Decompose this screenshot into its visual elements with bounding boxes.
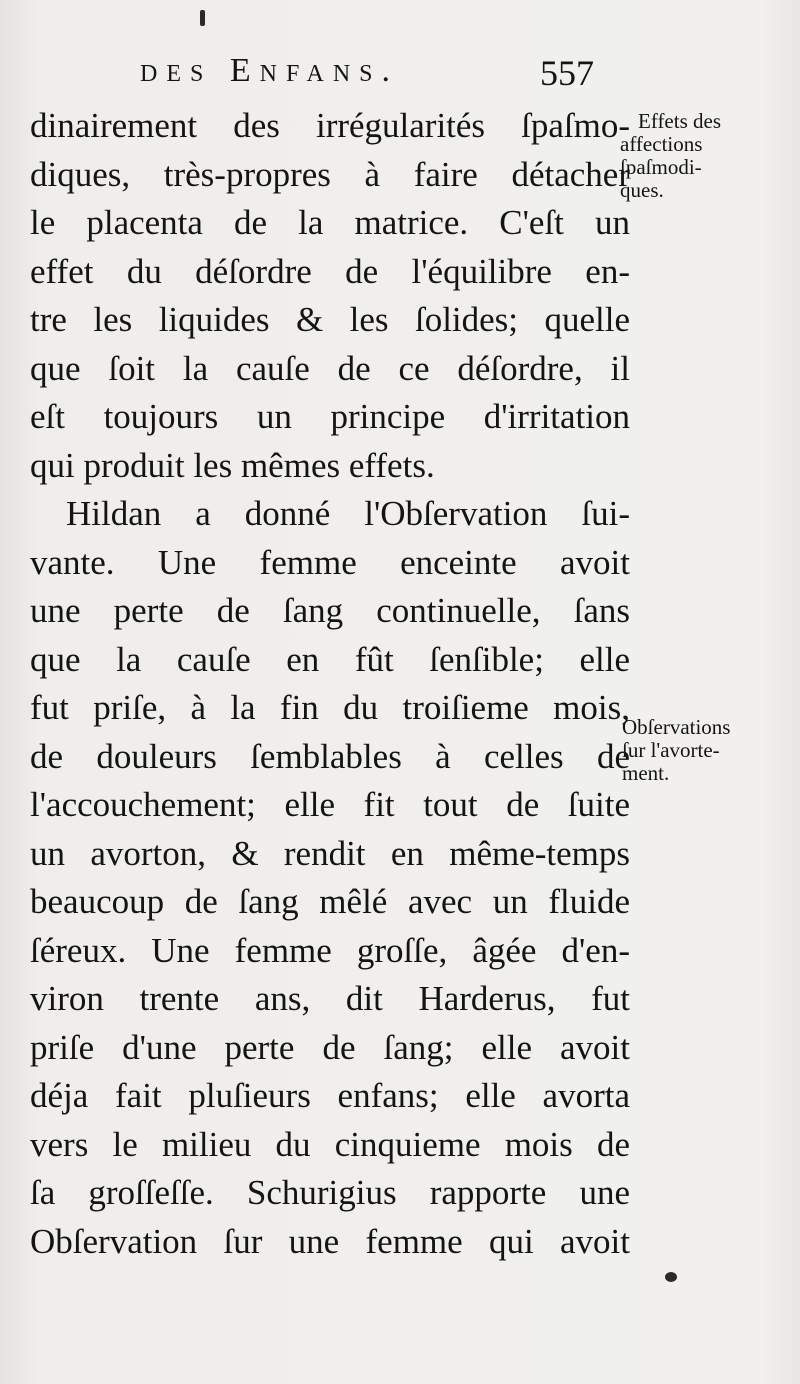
text-line: effet du déſordre de l'équilibre en- (30, 251, 630, 291)
margin-note-line: ſur l'avorte- (622, 738, 720, 762)
text-line: vers le milieu du cinquieme mois de (30, 1124, 630, 1164)
text-line: eſt toujours un principe d'irritation (30, 397, 630, 436)
text-line: ſéreux. Une femme groſſe, âgée d'en- (30, 930, 630, 970)
margin-note-line: affections (620, 132, 703, 156)
text-line: diques, très-propres à faire détacher (30, 154, 630, 194)
text-line: que ſoit la cauſe de ce déſordre, il (30, 348, 630, 388)
margin-note-spasmodic-effects (620, 110, 721, 202)
text-line: beaucoup de ſang mêlé avec un fluide (30, 882, 630, 921)
margin-note-line: Effets des (638, 109, 722, 133)
running-title: des Enfans. (140, 52, 400, 89)
ink-speck (200, 10, 205, 26)
text-line: priſe d'une perte de ſang; elle avoit (30, 1027, 630, 1067)
text-line: Obſervation ſur une femme qui avoit (30, 1221, 630, 1261)
text-line: qui produit les mêmes effets. (30, 445, 435, 485)
ink-speck (665, 1272, 677, 1282)
page-number: 557 (540, 53, 594, 93)
text-line: ſa groſſeſſe. Schurigius rapporte une (30, 1173, 630, 1212)
text-line: le placenta de la matrice. C'eſt un (30, 203, 630, 242)
margin-note-line: ment. (622, 761, 670, 785)
text-line: tre les liquides & les ſolides; quelle (30, 300, 630, 339)
text-line: un avorton, & rendit en même-temps (30, 833, 630, 873)
text-line: vante. Une femme enceinte avoit (30, 542, 630, 582)
margin-note-observations (622, 716, 730, 785)
margin-note-line: Obſervations (622, 715, 731, 739)
text-line: Hildan a donné l'Obſervation ſui- (66, 494, 630, 533)
text-line: déja fait pluſieurs enfans; elle avorta (30, 1076, 630, 1115)
text-line: l'accouchement; elle fit tout de ſuite (30, 785, 630, 824)
text-line: dinairement des irrégularités ſpaſmo- (30, 106, 630, 145)
margin-note-line: ſpaſmodi- (620, 155, 702, 179)
text-line: une perte de ſang continuelle, ſans (30, 591, 630, 630)
text-line: que la cauſe en fût ſenſible; elle (30, 639, 630, 679)
text-line: fut priſe, à la fin du troiſieme mois, (30, 688, 630, 727)
text-line: viron trente ans, dit Harderus, fut (30, 979, 630, 1018)
text-line: de douleurs ſemblables à celles de (30, 736, 630, 776)
margin-note-line: ques. (620, 178, 664, 202)
body-text (30, 102, 630, 1266)
